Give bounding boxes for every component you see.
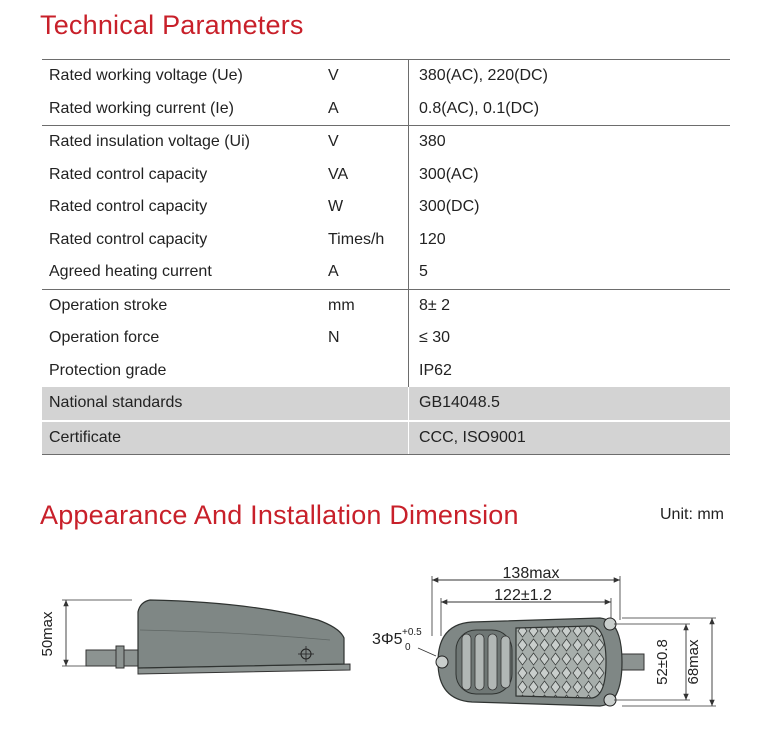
table-row xyxy=(42,289,730,322)
top-view-drawing xyxy=(418,576,716,706)
param-value: 300(AC) xyxy=(409,159,731,192)
param-unit xyxy=(325,387,409,421)
table-row xyxy=(42,60,730,93)
length-max-label: 138max xyxy=(502,565,560,582)
hole-spacing-label: 122±1.2 xyxy=(494,587,552,604)
param-unit: V xyxy=(325,60,409,93)
param-name: Rated working voltage (Ue) xyxy=(42,60,325,93)
param-name: Rated control capacity xyxy=(49,230,208,248)
param-value: CCC, ISO9001 xyxy=(409,421,731,455)
table-row xyxy=(42,224,730,257)
param-name: Agreed heating current xyxy=(49,263,212,281)
param-unit: N xyxy=(328,329,340,347)
param-value: 380 xyxy=(409,126,731,159)
table-row xyxy=(42,159,730,192)
param-unit: A xyxy=(328,99,339,117)
param-name: Operation force xyxy=(49,329,160,347)
param-name: Certificate xyxy=(42,421,325,455)
param-value: 0.8(AC), 0.1(DC) xyxy=(409,93,731,126)
param-name: Protection grade xyxy=(49,361,167,379)
table-row xyxy=(42,387,730,421)
mount-hole xyxy=(436,656,448,668)
unit-note: Unit: mm xyxy=(660,506,724,523)
param-value: 120 xyxy=(409,224,731,257)
hole-diameter-label: 3Φ5 xyxy=(372,631,403,648)
param-name: National standards xyxy=(42,387,325,421)
param-value: 5 xyxy=(409,256,731,289)
param-name: Rated insulation voltage (Ui) xyxy=(42,126,325,159)
hole-tolerance-upper: +0.5 xyxy=(402,627,422,638)
param-unit: W xyxy=(328,198,344,216)
param-unit: mm xyxy=(325,289,409,322)
parameters-table xyxy=(42,59,730,455)
param-unit xyxy=(325,355,409,388)
param-value: 300(DC) xyxy=(409,191,731,224)
param-value: IP62 xyxy=(409,355,731,388)
param-unit: Times/h xyxy=(328,230,385,248)
table-row xyxy=(42,126,730,159)
param-unit xyxy=(325,421,409,455)
hole-tolerance-lower: 0 xyxy=(405,642,411,653)
width-max-label: 68max xyxy=(685,639,702,685)
table-row xyxy=(42,93,730,126)
param-name: Rated control capacity xyxy=(49,198,208,216)
appearance-title: Appearance And Installation Dimension xyxy=(40,500,519,530)
param-value: 8± 2 xyxy=(409,289,731,322)
param-name: Operation stroke xyxy=(42,289,325,322)
param-unit: V xyxy=(325,126,409,159)
table-row xyxy=(42,256,730,289)
side-view-drawing xyxy=(62,600,350,674)
param-value: 380(AC), 220(DC) xyxy=(409,60,731,93)
technical-parameters-title: Technical Parameters xyxy=(40,10,304,40)
param-name: Rated working current (Ie) xyxy=(49,99,234,117)
param-value: ≤ 30 xyxy=(409,322,731,355)
table-row xyxy=(42,421,730,455)
table-row xyxy=(42,322,730,355)
dimension-drawing xyxy=(0,540,762,735)
param-unit: A xyxy=(328,263,339,281)
width-inner-label: 52±0.8 xyxy=(654,639,671,685)
height-side-label: 50max xyxy=(39,611,56,657)
table-row xyxy=(42,355,730,388)
param-name: Rated control capacity xyxy=(49,165,208,183)
param-value: GB14048.5 xyxy=(409,387,731,421)
param-unit: VA xyxy=(328,165,349,183)
table-row xyxy=(42,191,730,224)
pedal-plate xyxy=(516,626,606,698)
